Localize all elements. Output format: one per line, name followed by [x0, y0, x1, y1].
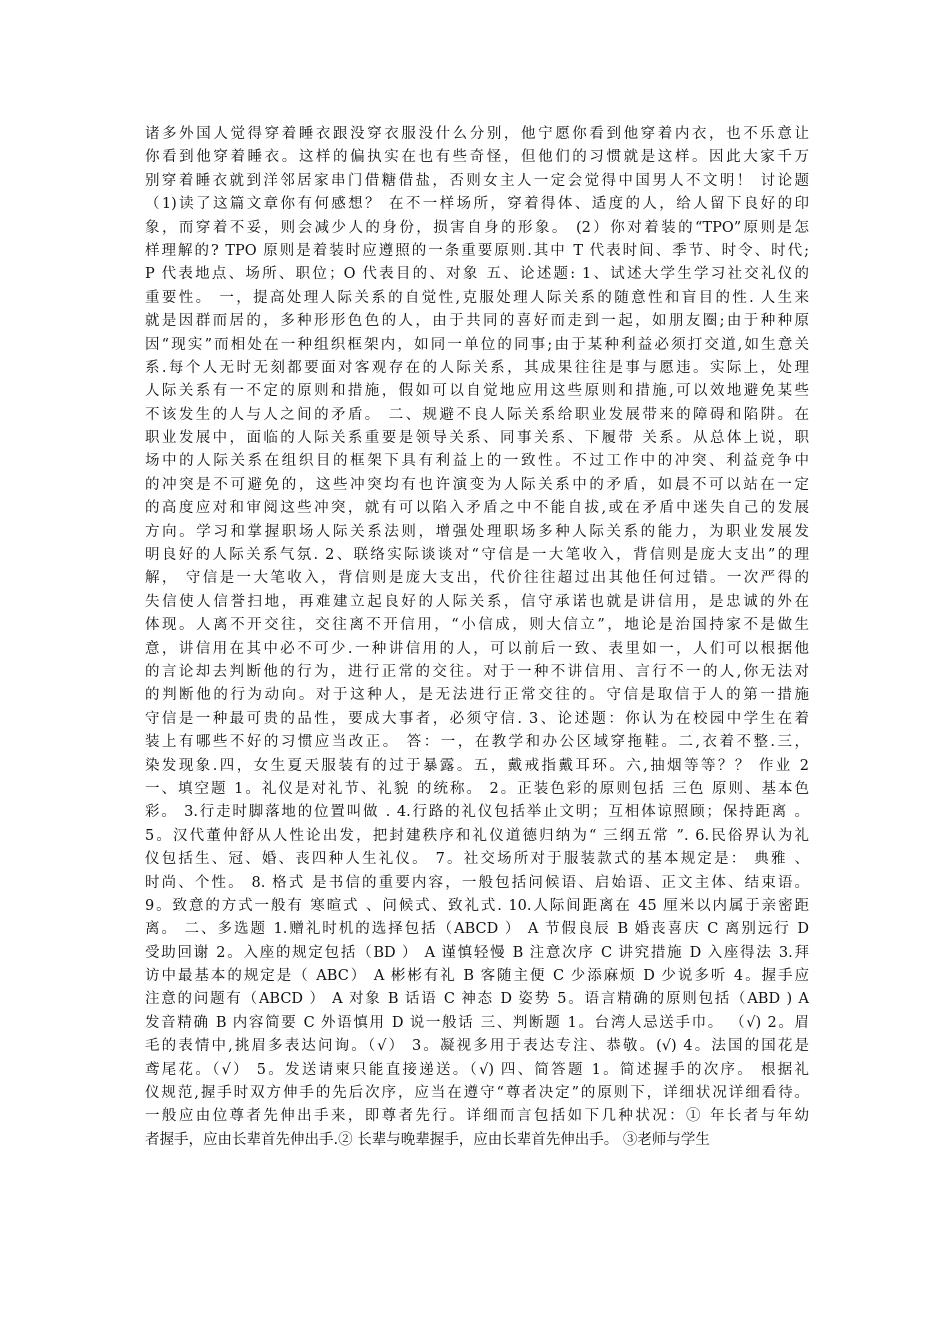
text-line: 系.每个人无时无刻都要面对客观存在的人际关系，其成果往往是事与愿违。实际上，处理	[145, 359, 809, 376]
text-line: 你看到他穿着睡衣。这样的偏执实在也有些奇怪，但他们的习惯就是这样。因此大家千万	[145, 149, 809, 166]
text-line: 重要性。 一，提高处理人际关系的自觉性,克服处理人际关系的随意性和盲目的性. 人生来	[145, 289, 809, 306]
text-line: 装上有哪些不好的习惯应当改正。 答：一，在教学和办公区域穿拖鞋。二,衣着不整.三，	[145, 734, 809, 751]
text-line: 一般应由位尊者先伸出手来，即尊者先行。详细而言包括如下几种状况：① 年长者与年幼	[145, 1108, 809, 1125]
text-line: 因“现实”而相处在一种组织框架内，如同一单位的同事;由于某种利益必须打交道,如生意关	[145, 336, 809, 353]
text-line: 职业发展中，面临的人际关系重要是领导关系、同事关系、下履带 关系。从总体上说，职	[145, 430, 809, 447]
text-line: 鸢尾花。（√） 5。发送请柬只能直接递送。（√) 四、简答题 1。简述握手的次序。 根据礼	[145, 1061, 809, 1078]
text-line: 者握手，应由长辈首先伸出手.② 长辈与晚辈握手，应由长辈首先伸出手。 ③老师与学生	[145, 1131, 710, 1148]
text-line: 的言论却去判断他的行为，进行正常的交往。对于一种不讲信用、言行不一的人,你无法对	[145, 663, 809, 680]
text-line: 9。致意的方式一般有 寒暄式 、问候式、致礼式. 10.人际间距离在 45 厘米以内属于亲密距	[145, 897, 809, 914]
text-line: P 代表地点、场所、职位；O 代表目的、对象 五、论述题: 1、试述大学生学习社交礼仪的	[145, 266, 809, 283]
text-line: （1)读了这篇文章你有何感想？ 在不一样场所，穿着得体、适度的人，给人留下良好的印	[145, 196, 809, 213]
text-line: 彩。 3.行走时脚落地的位置叫做 . 4.行路的礼仪包括举止文明；互相体谅照顾；保持距离 。	[145, 804, 809, 821]
text-line: 守信是一种最可贵的品性，要成大事者，必须守信. 3、论述题：你认为在校园中学生在着	[145, 710, 809, 727]
text-line: 5。汉代董仲舒从人性论出发，把封建秩序和礼仪道德归纳为“ 三纲五常 ”. 6.民俗界认为礼	[145, 827, 809, 844]
text-line: 毛的表情中,挑眉多表达问询。（√） 3。凝视多用于表达专注、恭敬。(√) 4。法国的国花是	[145, 1038, 809, 1055]
text-line: 离。 二、多选题 1.赠礼时机的选择包括（ABCD ） A 节假良辰 B 婚丧喜庆 C 离别远行 D	[145, 921, 809, 938]
text-line: 一、填空题 1。礼仪是对礼节、礼貌 的统称。 2。正装色彩的原则包括 三色 原则、基本色	[145, 780, 809, 797]
text-line: 样理解的? TPO 原则是着装时应遵照的一条重要原则.其中 T 代表时间、季节、时令、时代;	[145, 242, 809, 259]
text-line: 失信使人信誉扫地，再难建立起良好的人际关系，信守承诺也就是讲信用，是忠诚的外在	[145, 593, 809, 610]
text-line: 意，讲信用在其中必不可少.一种讲信用的人，可以前后一致、表里如一，人们可以根据他	[145, 640, 809, 657]
text-line: 解， 守信是一大笔收入，背信则是庞大支出，代价往往超过出其他任何过错。一次严得的	[145, 570, 809, 587]
text-line: 体现。人离不开交往，交往离不开信用，“小信成，则大信立”，地论是治国持家不是做生	[145, 617, 809, 634]
text-line: 时尚、个性。 8. 格式 是书信的重要内容，一般包括问候语、启始语、正文主体、结束语。	[145, 874, 809, 891]
text-line: 就是因群而居的，多种形形色色的人，由于共同的喜好而走到一起，如朋友圈;由于种种原	[145, 313, 809, 330]
text-line: 的判断他的行为动向。对于这种人，是无法进行正常交往的。守信是取信于人的第一措施	[145, 687, 809, 704]
text-line: 不该发生的人与人之间的矛盾。 二、规避不良人际关系给职业发展带来的障碍和陷阱。在	[145, 406, 809, 423]
text-line: 人际关系有一不定的原则和措施，假如可以自觉地应用这些原则和措施,可以效地避免某些	[145, 383, 809, 400]
document-body	[145, 123, 809, 1152]
text-line: 的冲突是不可避免的，这些冲突均有也许演变为人际关系中的矛盾，如晨不可以站在一定	[145, 476, 809, 493]
text-line: 仪规范,握手时双方伸手的先后次序，应当在遵守“尊者决定”的原则下，详细状况详细看待。	[145, 1085, 809, 1102]
text-line: 染发现象.四，女生夏天服装有的过于暴露。五，戴戒指戴耳环。六,抽烟等等？？ 作业 2	[145, 757, 809, 774]
text-line: 的高度应对和审阅这些冲突，就有可以陷入矛盾之中不能自拔,或在矛盾中迷失自己的发展	[145, 500, 809, 517]
text-line: 象，而穿着不妥，则会减少人的身份，损害自身的形象。 (2）你对着装的“TPO”原则是怎	[145, 219, 809, 236]
text-line: 发音精确 B 内容简要 C 外语慎用 D 说一般话 三、判断题 1。台湾人忌送手巾。 （√) 2。眉	[145, 1014, 809, 1031]
text-line: 诸多外国人觉得穿着睡衣跟没穿衣服没什么分别，他宁愿你看到他穿着内衣，也不乐意让	[145, 126, 809, 142]
text-line: 明良好的人际关系气氛. 2、联络实际谈谈对“守信是一大笔收入，背信则是庞大支出”的理	[145, 547, 809, 564]
text-line: 别穿着睡衣就到洋邻居家串门借糖借盐，否则女主人一定会觉得中国男人不文明！ 讨论题	[145, 172, 809, 189]
text-line: 仪包括生、冠、婚、丧四种人生礼仪。 7。社交场所对于服装款式的基本规定是： 典雅 、	[145, 851, 809, 868]
text-line: 注意的问题有（ABCD ） A 对象 B 话语 C 神态 D 姿势 5。语言精确的原则包括（ABD ) A	[145, 991, 809, 1008]
text-line: 方向。学习和掌握职场人际关系法则，增强处理职场多种人际关系的能力，为职业发展发	[145, 523, 809, 540]
text-line: 场中的人际关系在组织目的框架下具有利益上的一致性。不过工作中的冲突、利益竞争中	[145, 453, 809, 470]
text-line: 受助回谢 2。入座的规定包括（BD ） A 谨慎轻慢 B 注意次序 C 讲究措施 D 入座得法 3.拜	[145, 944, 809, 961]
text-line: 访中最基本的规定是（ ABC） A 彬彬有礼 B 客随主便 C 少添麻烦 D 少说多听 4。握手应	[145, 968, 809, 985]
